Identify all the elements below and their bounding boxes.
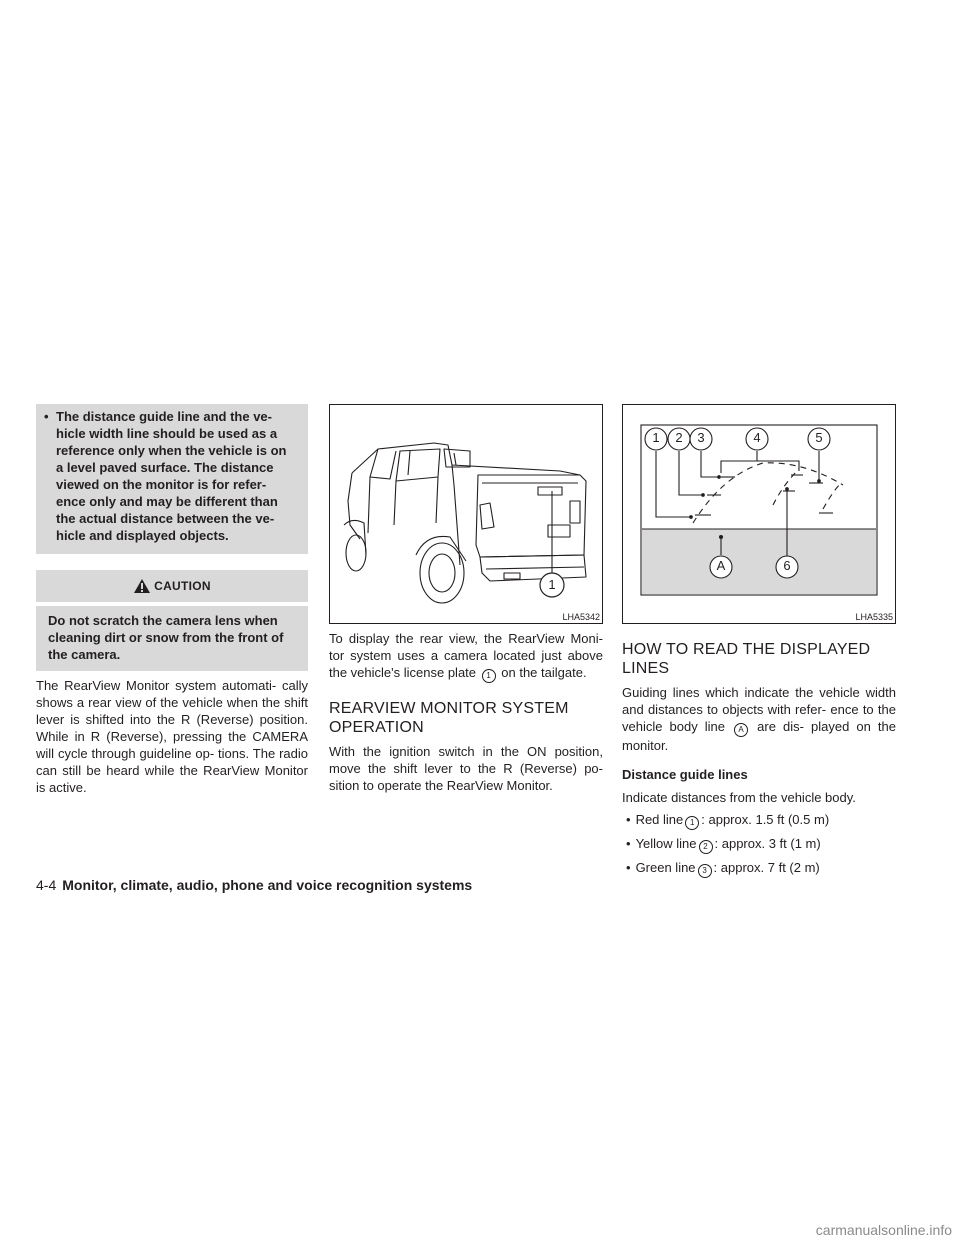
column-left [36,404,308,796]
bullet-mark: • [626,860,631,875]
column-middle [329,404,603,794]
note-bullet [44,408,296,544]
lines-text-b: are dis- played on the monitor. [622,719,896,753]
ref-2-icon: 2 [699,840,713,854]
callout-3-label: 3 [697,430,705,445]
callout-2-label: 2 [675,430,683,445]
ref-a-icon: A [734,723,748,737]
camera-paragraph [329,630,603,683]
callout-1-label: 1 [652,430,660,445]
camera-text-a: To display the rear view, the RearView Moni- tor system uses a camera located just above the vehicle's license plate [329,631,603,680]
caution-label: CAUTION [154,579,211,593]
figure-code: LHA5342 [562,612,600,622]
bullet-mark: • [44,409,49,424]
note-box [36,404,308,554]
caution-header [36,570,308,602]
list-item [622,835,896,854]
caution-line: cleaning dirt or snow from the front of [48,630,284,645]
note-line: hicle and displayed objects. [56,528,229,543]
chapter-title: Monitor, climate, audio, phone and voice recognition systems [62,877,473,893]
figure-code: LHA5335 [855,612,893,622]
bullet-mark: • [626,836,631,851]
callout-a-label: A [716,558,726,573]
callout-4-label: 4 [753,430,761,445]
ref-1-icon: 1 [482,669,496,683]
column-right [622,404,896,878]
camera-text-b: on the tailgate. [501,665,587,680]
lines-paragraph [622,684,896,754]
caution-line: Do not scratch the camera lens when [48,613,278,628]
list-label: Green line [635,860,696,875]
page-number: 4-4 [36,877,57,893]
list-text: : approx. 1.5 ft (0.5 m) [701,812,830,827]
callout-1-label: 1 [548,577,556,592]
caution-body [36,606,308,671]
lines-text-a: Guiding lines which indicate the vehicle width and distances to objects with refer- ence to the vehicle body line [622,685,896,734]
watermark: carmanualsonline.info [815,1222,952,1238]
note-text [56,408,286,544]
truck-figure [329,404,603,624]
section-heading: REARVIEW MONITOR SYSTEM OPERATION [329,700,569,736]
note-line: reference only when the vehicle is on [56,443,287,458]
intro-paragraph: The RearView Monitor system automati- cally shows a rear view of the vehicle when the shift lever is shifted into the R (Reverse) position. While in R (Reverse), pressing the CAMERA will cycle through guideline op- tions. The radio can still be heard while the RearView Monitor is active. [36,678,308,795]
ref-1-icon: 1 [685,816,699,830]
list-text: : approx. 7 ft (2 m) [713,860,820,875]
callout-5-label: 5 [815,430,823,445]
section-heading: HOW TO READ THE DISPLAYED LINES [622,641,871,677]
list-item [622,811,896,830]
list-label: Red line [635,812,684,827]
list-text: : approx. 3 ft (1 m) [714,836,821,851]
note-line: viewed on the monitor is for refer- [56,477,267,492]
page-footer [36,876,472,894]
subparagraph: Indicate distances from the vehicle body. [622,790,856,805]
note-line: hicle width line should be used as a [56,426,278,441]
bullet-mark: • [626,812,631,827]
note-line: The distance guide line and the ve- [56,409,272,424]
list-item [622,859,896,878]
caution-line: the camera. [48,647,121,662]
warning-triangle-icon [133,578,151,594]
operation-paragraph: With the ignition switch in the ON position, move the shift lever to the R (Reverse) po- sition to operate the RearView Monitor. [329,744,603,793]
monitor-figure [622,404,896,624]
note-line: the actual distance between the ve- [56,511,275,526]
callout-6-label: 6 [783,558,791,573]
list-label: Yellow line [635,836,697,851]
note-line: ence only and may be different than [56,494,278,509]
subheading: Distance guide lines [622,767,748,782]
note-line: a level paved surface. The distance [56,460,274,475]
ref-3-icon: 3 [698,864,712,878]
